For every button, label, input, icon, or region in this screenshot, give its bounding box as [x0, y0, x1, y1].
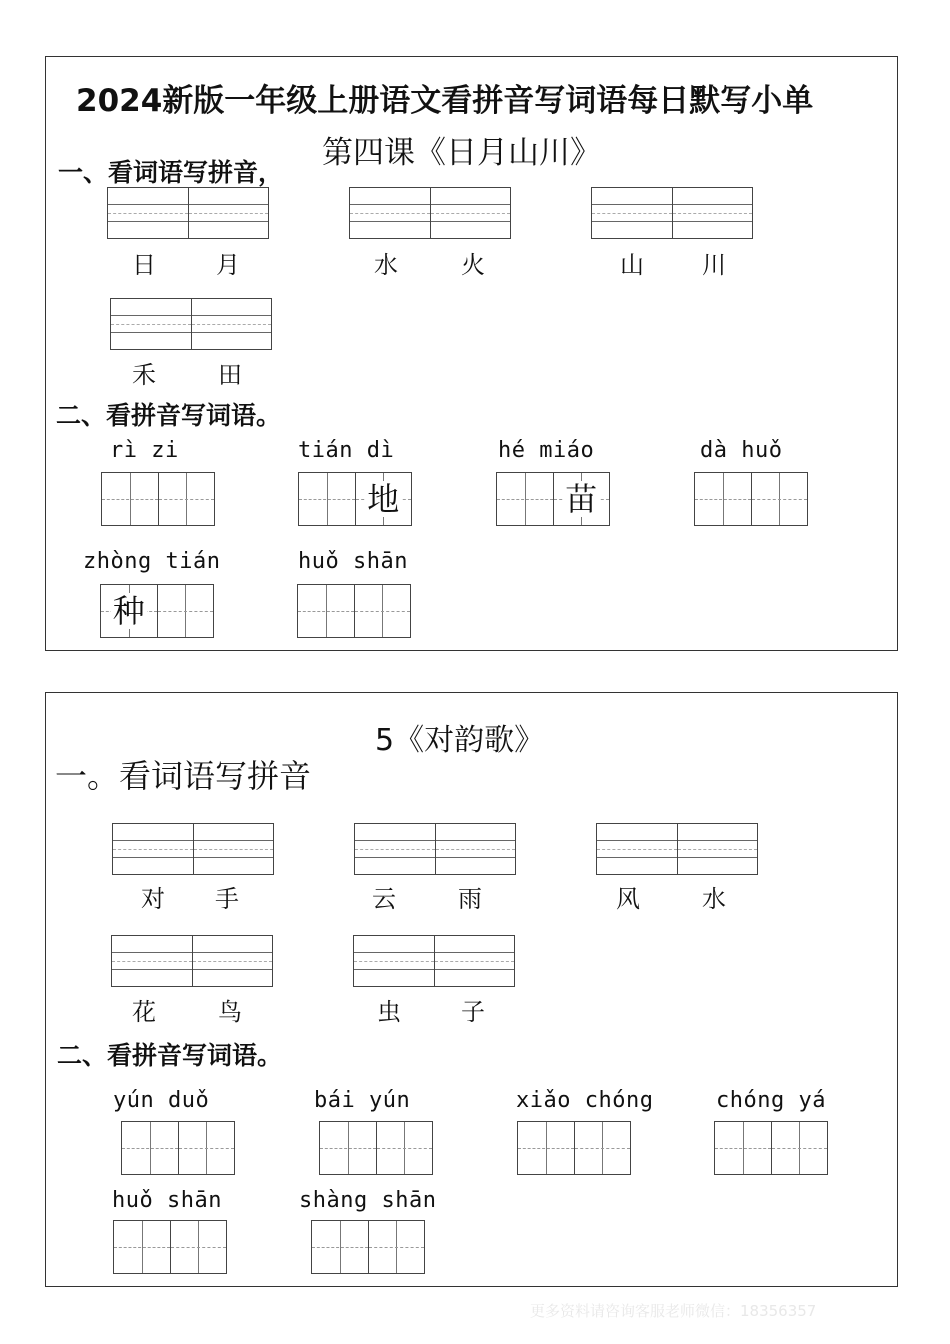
character-grid[interactable] [101, 472, 215, 526]
pinyin-label: chóng yá [716, 1088, 826, 1113]
pinyin-grid[interactable] [354, 823, 516, 875]
pinyin-grid[interactable] [112, 823, 274, 875]
word-char: 水 [374, 251, 398, 279]
pinyin-label: yún duǒ [113, 1088, 210, 1113]
lesson4-title: 第四课《日月山川》 [322, 135, 601, 171]
word-char: 禾 [132, 361, 156, 389]
character-grid[interactable] [297, 584, 411, 638]
section1-heading: 一。看词语写拼音 [55, 757, 312, 795]
pinyin-label: zhòng tián [83, 549, 221, 574]
pinyin-label: shàng shān [299, 1188, 437, 1213]
word-char: 鸟 [218, 998, 242, 1026]
word-char: 川 [702, 251, 726, 279]
section1-heading: 一、看词语写拼音， [58, 158, 284, 187]
lesson5-worksheet [45, 692, 898, 1287]
pinyin-label: xiǎo chóng [516, 1088, 654, 1113]
character-grid[interactable] [113, 1220, 227, 1274]
word-char: 虫 [377, 998, 401, 1026]
pinyin-label: hé miáo [498, 438, 595, 463]
word-char: 风 [616, 885, 640, 913]
filled-character: 苗 [565, 480, 598, 518]
word-char: 子 [461, 998, 485, 1026]
character-grid[interactable] [311, 1220, 425, 1274]
word-char: 田 [218, 361, 242, 389]
pinyin-grid[interactable] [349, 187, 511, 239]
pinyin-label: huǒ shān [298, 549, 408, 574]
pinyin-grid[interactable] [111, 935, 273, 987]
word-char: 月 [216, 251, 240, 279]
lesson4-worksheet [45, 56, 898, 651]
word-char: 云 [372, 885, 396, 913]
character-grid[interactable] [694, 472, 808, 526]
pinyin-grid[interactable] [596, 823, 758, 875]
word-char: 手 [215, 885, 239, 913]
pinyin-grid[interactable] [353, 935, 515, 987]
pinyin-grid[interactable] [107, 187, 269, 239]
word-char: 花 [132, 998, 156, 1026]
character-grid[interactable] [319, 1121, 433, 1175]
word-char: 雨 [458, 885, 482, 913]
word-char: 日 [132, 251, 156, 279]
pinyin-grid[interactable] [110, 298, 272, 350]
section2-heading: 二、看拼音写词语。 [56, 401, 282, 430]
character-grid[interactable] [121, 1121, 235, 1175]
pinyin-label: dà huǒ [700, 438, 783, 463]
word-char: 火 [461, 251, 485, 279]
section2-heading: 二、看拼音写词语。 [57, 1041, 283, 1070]
filled-character: 地 [367, 480, 400, 518]
pinyin-label: rì zi [110, 438, 179, 463]
pinyin-label: bái yún [314, 1088, 411, 1113]
word-char: 对 [141, 885, 165, 913]
worksheet-title: 2024新版一年级上册语文看拼音写词语每日默写小单 [76, 83, 814, 119]
word-char: 水 [702, 885, 726, 913]
character-grid[interactable] [517, 1121, 631, 1175]
pinyin-label: tián dì [298, 438, 395, 463]
filled-character: 种 [112, 592, 145, 630]
watermark-text: 更多资料请咨询客服老师微信：18356357 [530, 1302, 817, 1320]
pinyin-label: huǒ shān [112, 1188, 222, 1213]
pinyin-grid[interactable] [591, 187, 753, 239]
character-grid[interactable] [496, 472, 610, 526]
character-grid[interactable] [100, 584, 214, 638]
character-grid[interactable] [298, 472, 412, 526]
character-grid[interactable] [714, 1121, 828, 1175]
lesson5-title: 5《对韵歌》 [375, 723, 545, 758]
word-char: 山 [620, 251, 644, 279]
